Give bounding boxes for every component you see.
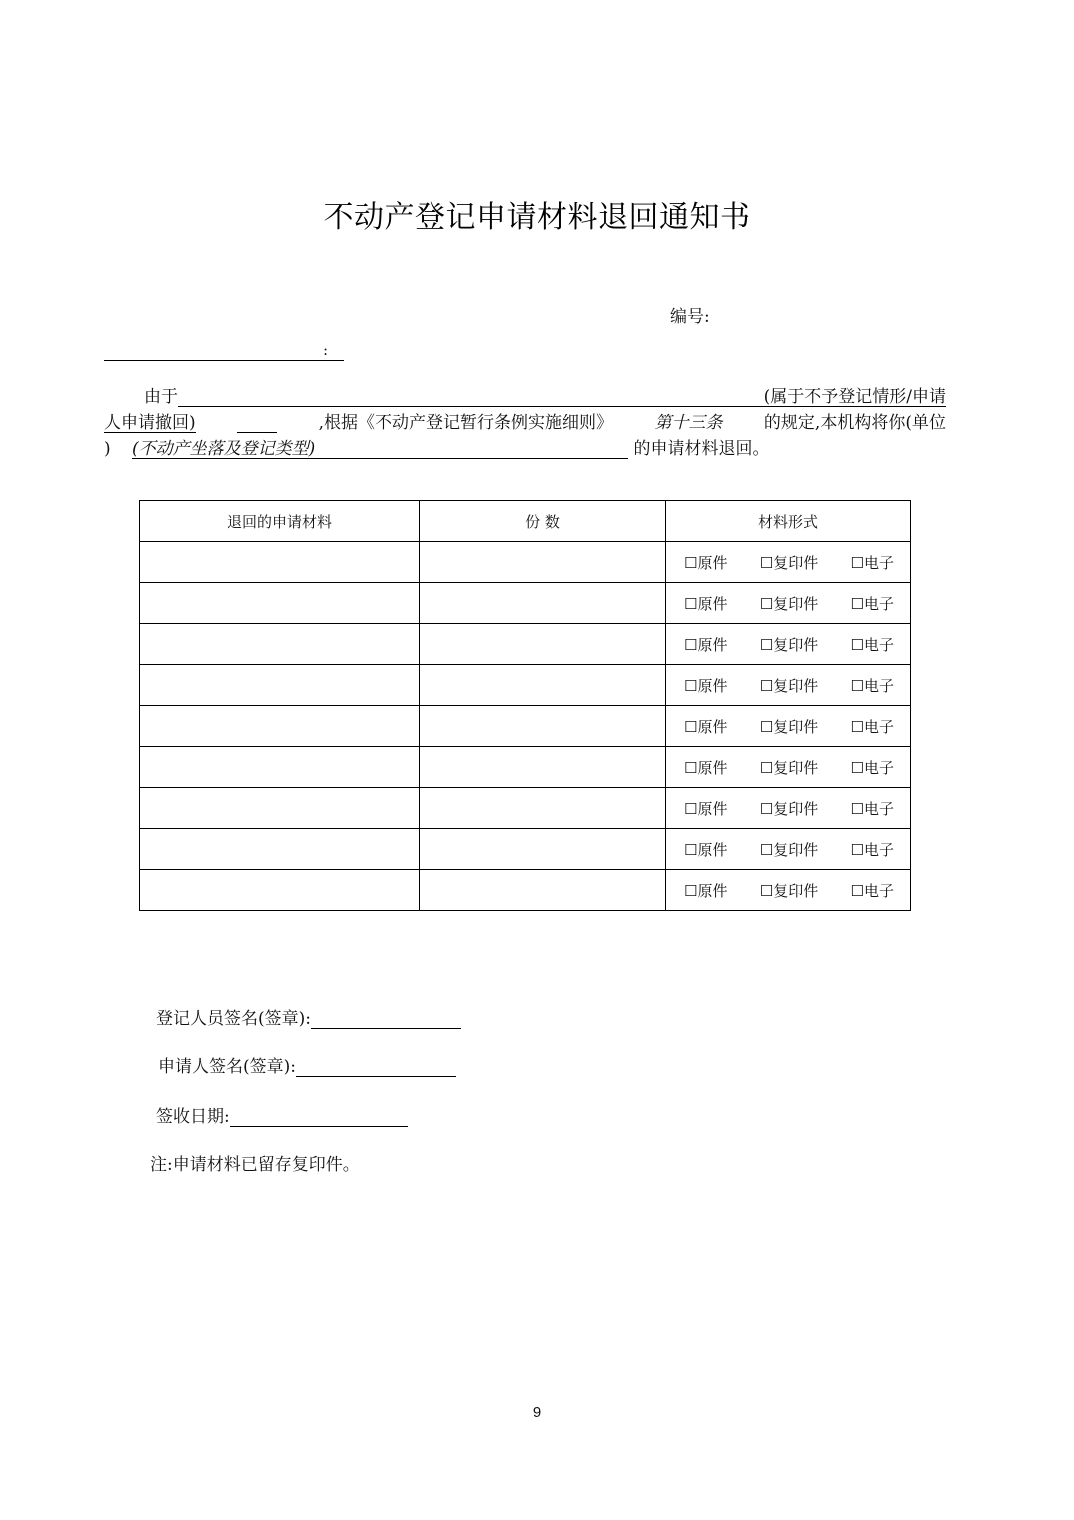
serial-number-label: 编号: — [670, 307, 710, 327]
copy-checkbox[interactable]: ☐复印件 — [759, 553, 819, 572]
material-form-cell — [666, 870, 911, 911]
copies-cell[interactable] — [420, 706, 666, 747]
material-name-cell[interactable] — [140, 870, 420, 911]
table-row — [140, 870, 911, 911]
copy-checkbox[interactable]: ☐复印件 — [759, 840, 819, 859]
copies-cell[interactable] — [420, 870, 666, 911]
receipt-date-blank[interactable] — [230, 1108, 408, 1127]
table-row — [140, 706, 911, 747]
paragraph-line-2: 人申请撤回) ,根据《不动产登记暂行条例实施细则》 第十三条 的规定,本机构将你(单位 — [104, 410, 946, 436]
material-name-cell[interactable] — [140, 788, 420, 829]
electronic-checkbox[interactable]: ☐电子 — [850, 758, 894, 777]
copies-cell[interactable] — [420, 788, 666, 829]
copies-cell[interactable] — [420, 665, 666, 706]
original-checkbox[interactable]: ☐原件 — [684, 881, 728, 900]
material-name-cell[interactable] — [140, 583, 420, 624]
original-checkbox[interactable]: ☐原件 — [684, 717, 728, 736]
page-number: 9 — [532, 1404, 542, 1421]
material-name-cell[interactable] — [140, 542, 420, 583]
withdraw-blank[interactable] — [237, 410, 277, 433]
original-checkbox[interactable]: ☐原件 — [684, 594, 728, 613]
original-checkbox[interactable]: ☐原件 — [684, 799, 728, 818]
material-form-cell — [666, 788, 911, 829]
material-form-cell — [666, 747, 911, 788]
copies-cell[interactable] — [420, 829, 666, 870]
registrar-signature: 登记人员签名(签章): — [156, 1004, 461, 1029]
material-name-cell[interactable] — [140, 706, 420, 747]
copies-cell[interactable] — [420, 583, 666, 624]
electronic-checkbox[interactable]: ☐电子 — [850, 676, 894, 695]
electronic-checkbox[interactable]: ☐电子 — [850, 881, 894, 900]
copy-checkbox[interactable]: ☐复印件 — [759, 717, 819, 736]
material-form-cell — [666, 829, 911, 870]
material-form-cell — [666, 542, 911, 583]
returned-materials-table — [139, 500, 911, 911]
copies-cell[interactable] — [420, 542, 666, 583]
table-row — [140, 665, 911, 706]
original-checkbox[interactable]: ☐原件 — [684, 840, 728, 859]
reason-blank[interactable] — [178, 384, 764, 407]
paragraph-line-3: ) (不动产坐落及登记类型) 的申请材料退回。 — [104, 436, 946, 462]
table-row — [140, 747, 911, 788]
receipt-date: 签收日期: — [156, 1102, 408, 1127]
registrar-signature-blank[interactable] — [311, 1010, 461, 1029]
copies-cell[interactable] — [420, 624, 666, 665]
material-name-cell[interactable] — [140, 747, 420, 788]
material-form-cell — [666, 624, 911, 665]
table-row — [140, 583, 911, 624]
copy-checkbox[interactable]: ☐复印件 — [759, 594, 819, 613]
table-row — [140, 624, 911, 665]
original-checkbox[interactable]: ☐原件 — [684, 758, 728, 777]
copy-checkbox[interactable]: ☐复印件 — [759, 881, 819, 900]
electronic-checkbox[interactable]: ☐电子 — [850, 594, 894, 613]
table-row — [140, 542, 911, 583]
copy-checkbox[interactable]: ☐复印件 — [759, 676, 819, 695]
electronic-checkbox[interactable]: ☐电子 — [850, 799, 894, 818]
material-form-cell — [666, 665, 911, 706]
addressee-field[interactable] — [104, 340, 344, 361]
electronic-checkbox[interactable]: ☐电子 — [850, 635, 894, 654]
footnote: 注:申请材料已留存复印件。 — [150, 1155, 360, 1175]
electronic-checkbox[interactable]: ☐电子 — [850, 553, 894, 572]
table-header-row — [140, 501, 911, 542]
header-material: 退回的申请材料 — [140, 501, 420, 542]
notice-paragraph — [104, 384, 946, 462]
original-checkbox[interactable]: ☐原件 — [684, 635, 728, 654]
table-row — [140, 788, 911, 829]
material-name-cell[interactable] — [140, 665, 420, 706]
material-form-cell — [666, 706, 911, 747]
paragraph-line-1: 由于 (属于不予登记情形/申请 — [104, 384, 946, 410]
table-body — [140, 542, 911, 911]
material-name-cell[interactable] — [140, 829, 420, 870]
header-count: 份 数 — [420, 501, 666, 542]
table-row — [140, 829, 911, 870]
applicant-signature: 申请人签名(签章): — [158, 1052, 456, 1077]
copies-cell[interactable] — [420, 747, 666, 788]
header-form: 材料形式 — [666, 501, 911, 542]
article-reference: 第十三条 — [654, 413, 723, 433]
material-name-cell[interactable] — [140, 624, 420, 665]
original-checkbox[interactable]: ☐原件 — [684, 676, 728, 695]
copy-checkbox[interactable]: ☐复印件 — [759, 635, 819, 654]
material-form-cell — [666, 583, 911, 624]
electronic-checkbox[interactable]: ☐电子 — [850, 717, 894, 736]
copy-checkbox[interactable]: ☐复印件 — [759, 799, 819, 818]
property-location-blank[interactable]: (不动产坐落及登记类型) — [132, 436, 628, 459]
document-title: 不动产登记申请材料退回通知书 — [323, 200, 751, 235]
applicant-signature-blank[interactable] — [296, 1058, 456, 1077]
copy-checkbox[interactable]: ☐复印件 — [759, 758, 819, 777]
electronic-checkbox[interactable]: ☐电子 — [850, 840, 894, 859]
original-checkbox[interactable]: ☐原件 — [684, 553, 728, 572]
addressee-colon: : — [322, 341, 328, 359]
